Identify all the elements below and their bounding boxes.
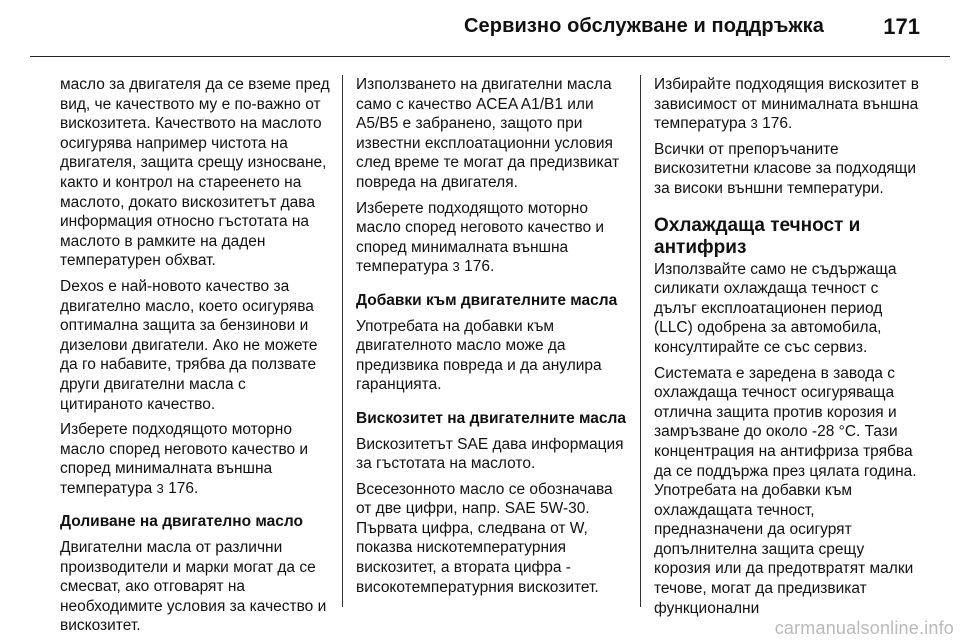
page-ref-arrow-icon: 3 (750, 116, 758, 132)
text-column-1 (60, 75, 330, 635)
ref-text: Избирайте подходящия вискозитет в зависимост от минималната външна температура (654, 76, 919, 133)
page-reference-link[interactable]: 176. (168, 479, 199, 497)
body-paragraph: Всесезонното масло се обозначава от две цифри, напр. SAE 5W-30. Първата цифра, следвана от W, показва нискотемпературния вискозитет, а втората цифра - високотемпературния вискозитет. (356, 480, 613, 596)
body-paragraph: Използването на двигателни масла само с качество ACEA A1/B1 или A5/B5 е забранено, защото при известни експлоатационни условия след време те могат да предизвикат повреда на двигателя. (356, 76, 620, 191)
page-ref-arrow-icon: 3 (452, 259, 460, 275)
page-header-title: Сервизно обслужване и поддръжка (464, 15, 824, 37)
body-paragraph: Всички от препоръчаните вискозитетни класове за подходящи за високи външни температури. (654, 140, 917, 197)
body-paragraph (60, 420, 330, 498)
text-column-2 (356, 75, 626, 615)
sub-heading: Доливане на двигателно масло (60, 513, 303, 531)
page-number: 171 (883, 14, 920, 39)
ref-text: Изберете подходящото моторно масло според неговото качество и според минималната външна температура (60, 421, 309, 497)
text-column-3 (654, 75, 924, 615)
body-paragraph: Употребата на добавки към двигателното масло може да предизвика повреда и да анулира гаранцията. (356, 317, 602, 394)
body-paragraph (356, 199, 626, 277)
body-paragraph: Dexos е най-новото качество за двигателно масло, което осигурява оптимална защита за бензинови и дизелови двигатели. Ако не можете да го набавите, трябва да ползвате други двигателни масла с цитираното качество. (60, 277, 318, 413)
column-divider (342, 75, 343, 607)
page-reference-link[interactable]: 176. (762, 115, 793, 133)
body-paragraph (654, 75, 924, 134)
column-divider (640, 75, 641, 607)
body-paragraph: Двигателни масла от различни производители и марки могат да се смесват, ако отговарят на необходимите условия за качество и вискозитет. (60, 539, 327, 635)
ref-text: Изберете подходящото моторно масло според неговото качество и според минималната външна температура (356, 199, 605, 276)
page-reference-link[interactable]: 176. (464, 258, 495, 276)
page-ref-arrow-icon: 3 (156, 480, 164, 496)
watermark-text: carmanualsonline.info (774, 618, 954, 638)
sub-heading: Добавки към двигателните масла (356, 291, 618, 309)
body-paragraph: Системата е заредена в завода с охлаждаща течност осигуряваща отлична защита против корозия и замръзване до около -28 °C. Тази концентрация на антифриза трябва да се поддържа през цялата година. Употребата на добавки към охлаждащата течност, предназначени да осигурят допълнителна защита срещу корозия или да предотвратят малки течове, могат да предизвикат функционални (654, 364, 917, 617)
sub-heading: Вискозитет на двигателните масла (356, 409, 626, 427)
body-paragraph: Използвайте само не съдържаща силикати охлаждаща течност с дълъг експлоатационен период (LLC) одобрена за автомобила, консултирайте се със сервиз. (654, 260, 897, 356)
body-paragraph: Вискозитетът SAE дава информация за гъстотата на маслото. (356, 435, 624, 473)
header-divider (30, 56, 950, 57)
body-paragraph: масло за двигателя да се вземе пред вид, че качеството му е по-важно от вискозитета. Качеството на маслото осигурява например чистота на двигателя, защита срещу износване, както и контрол на стареенето на маслото, докато вискозитетът дава информация относно гъстотата на маслото в рамките на даден температурен обхват. (60, 76, 330, 270)
section-heading: Охлаждаща течност и антифриз (654, 214, 861, 258)
